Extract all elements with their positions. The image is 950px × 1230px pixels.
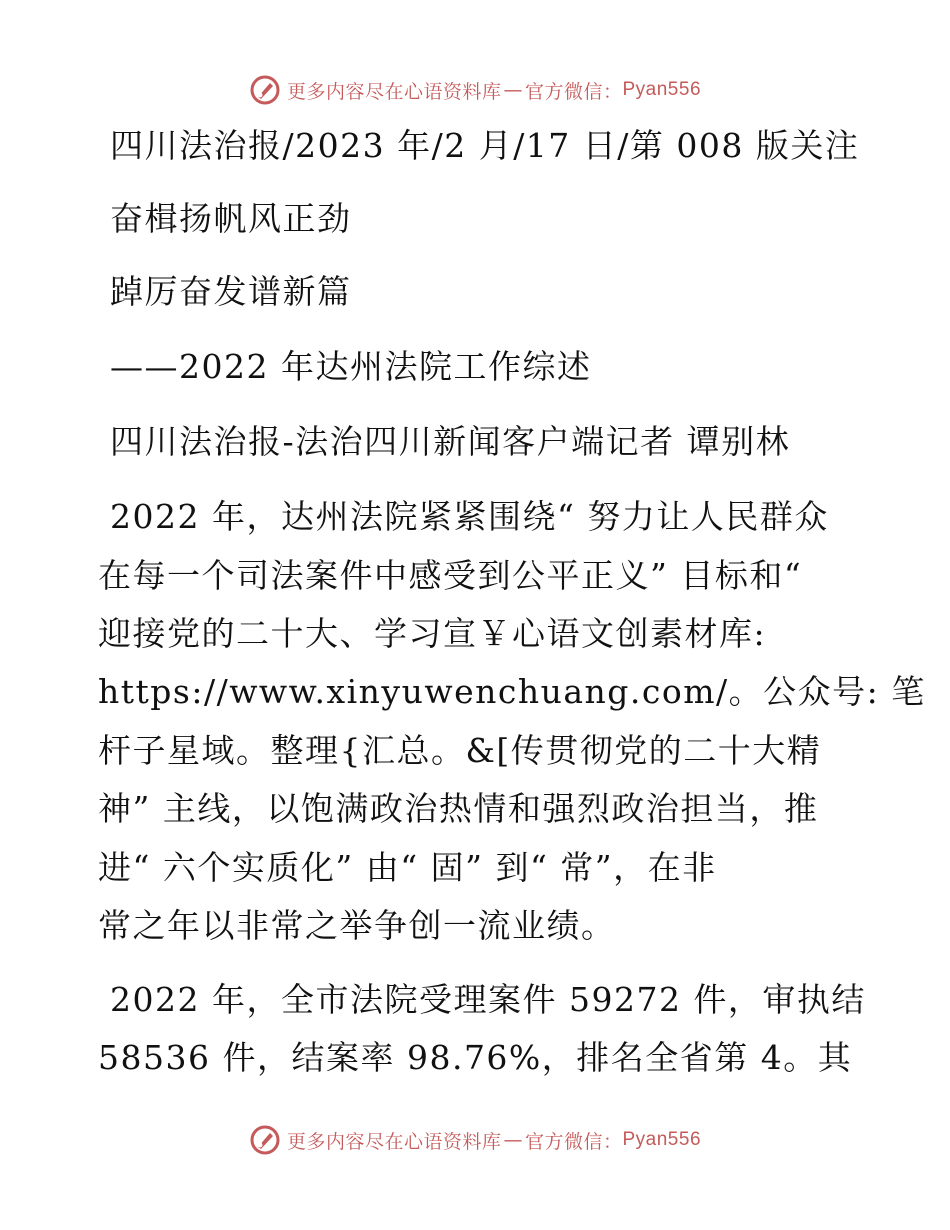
body-paragraph-2-line-1: 2022 年，全市法院受理案件 59272 件，审执结: [110, 980, 866, 1019]
body-paragraph-1-line-4: https://www.xinyuwenchuang.com/。公众号: 笔: [98, 672, 926, 711]
watermark-label: 官方微信：: [524, 1130, 623, 1153]
byline: 四川法治报-法治四川新闻客户端记者 谭别林: [110, 422, 791, 461]
watermark-text: 更多内容尽在心语资料库: [286, 80, 502, 103]
headline-line-2: 踔厉奋发谱新篇: [110, 272, 352, 311]
footer-watermark: [0, 1120, 950, 1160]
watermark-dash: —: [503, 79, 523, 101]
watermark-id: Pyan556: [622, 79, 702, 100]
body-paragraph-1-line-1: 2022 年，达州法院紧紧围绕“ 努力让人民群众: [110, 497, 829, 536]
body-paragraph-1-line-6: 神” 主线，以饱满政治热情和强烈政治担当，推: [98, 789, 819, 828]
headline-line-1: 奋楫扬帆风正劲: [110, 199, 352, 238]
body-paragraph-1-line-2: 在每一个司法案件中感受到公平正义” 目标和“: [98, 556, 803, 595]
watermark-logo-icon: [249, 1124, 281, 1156]
watermark-logo-icon: [249, 74, 281, 106]
watermark-dash: —: [503, 1129, 523, 1151]
body-paragraph-1-line-8: 常之年以非常之举争创一流业绩。: [98, 906, 616, 945]
body-paragraph-2-line-2: 58536 件，结案率 98.76%，排名全省第 4。其: [98, 1038, 853, 1077]
watermark-label: 官方微信：: [524, 80, 623, 103]
subtitle-line: ——2022 年达州法院工作综述: [110, 347, 592, 386]
body-paragraph-1-line-3: 迎接党的二十大、学习宣￥心语文创素材库:: [98, 614, 767, 653]
watermark-text: 更多内容尽在心语资料库: [286, 1130, 502, 1153]
body-paragraph-1-line-5: 杆子星域。整理{汇总。&[传贯彻党的二十大精: [98, 731, 822, 770]
header-watermark: [0, 70, 950, 110]
body-paragraph-1-line-7: 进“ 六个实质化” 由“ 固” 到“ 常”，在非: [98, 848, 717, 887]
source-line: 四川法治报/2023 年/2 月/17 日/第 008 版关注: [110, 126, 860, 165]
watermark-id: Pyan556: [622, 1129, 702, 1150]
